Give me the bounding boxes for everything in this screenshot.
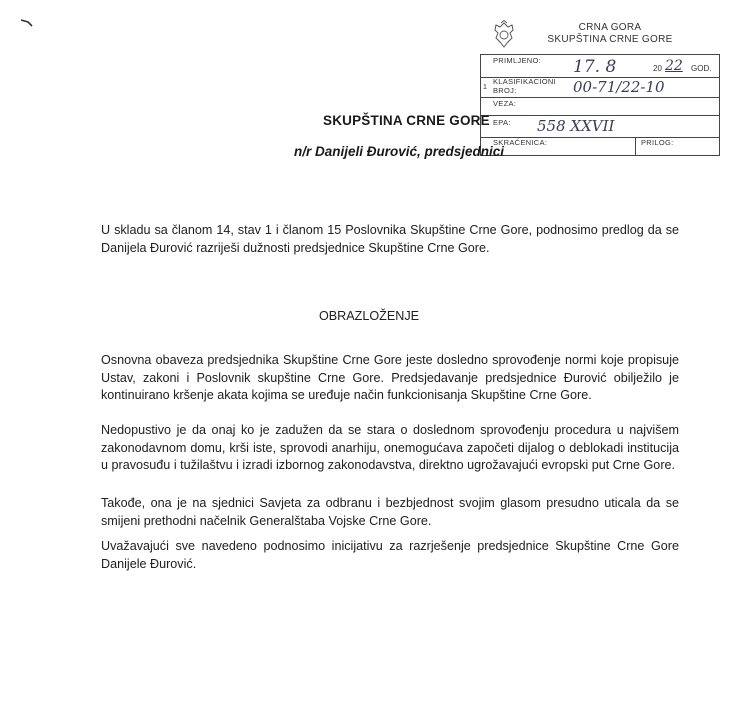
broj-label: BROJ: [493, 86, 517, 95]
stamp-row-epa [481, 115, 719, 138]
prilog-label: PRILOG: [641, 138, 674, 147]
epa-value: 558 XXVII [537, 117, 615, 135]
stamp-row-skracenica [481, 137, 719, 155]
stamp-row-primljeno [481, 55, 719, 78]
stamp-divider [635, 137, 636, 155]
addressee-recipient: n/r Danijeli Đurović, predsjednici [294, 144, 505, 159]
stamp-row-veza [481, 97, 719, 116]
primljeno-date: 17. 8 [573, 57, 617, 77]
stamp-row-klasifikacioni [481, 77, 719, 98]
intro-paragraph: U skladu sa članom 14, stav 1 i članom 15 Poslovnika Skupštine Crne Gore, podnosimo predlog da se Danijela Đurović razriješi dužnosti predsjednice Skupštine Crne Gore. [101, 223, 679, 255]
year-suffix: 22 [665, 58, 683, 74]
paragraph-3: Takođe, ona je na sjednici Savjeta za odbranu i bezbjednost svojim glasom presudno uticala da se smijeni prethodni načelnik Generalštaba Vojske Crne Gore. [101, 496, 679, 528]
veza-label: VEZA: [493, 99, 517, 108]
year-prefix: 20 [653, 64, 662, 73]
god-label: GOD. [691, 64, 712, 73]
scan-speck-mark [20, 18, 38, 28]
section-heading: OBRAZLOŽENJE [318, 309, 420, 323]
row-number: 1 [483, 84, 487, 91]
klasifikacioni-value: 00-71/22-10 [573, 78, 665, 96]
stamp-country: CRNA GORA [578, 22, 642, 33]
paragraph-4: Uvažavajući sve navedeno podnosimo inicijativu za razrješenje predsjednice Skupštine Crne Gore Danijele Đurović. [101, 539, 679, 571]
paragraph-1: Osnovna obaveza predsjednika Skupštine Crne Gore jeste dosledno sprovođenje normi koje propisuje Ustav, zakoni i Poslovnik skupštine Crne Gore. Predsjedavanje predsjednice Đurović obilježilo je kontinuirano kršenje akata kojima se uređuje način funkcionisanja Skupštine Crne Gore. [101, 353, 679, 402]
klasifikacioni-label: KLASIFIKACIONI [493, 77, 556, 86]
coat-of-arms-icon [490, 20, 518, 50]
registry-stamp [480, 54, 720, 156]
primljeno-label: PRIMLJENO: [493, 56, 542, 65]
stamp-header [520, 22, 700, 46]
skracenica-label: SKRAĆENICA: [493, 138, 548, 147]
paragraph-2: Nedopustivo je da onaj ko je zadužen da se stara o doslednom sprovođenju procedura u najvišem zakonodavnom domu, krši iste, sprovodi anarhiju, onemogućava započeti dijalog o deblokadi institucija u pravosuđu i tužilaštvu i izradi izbornog zakonodavstva, direktno ugrožavajući evropski put Crne Gore. [101, 423, 679, 472]
epa-label: EPA: [493, 118, 511, 127]
addressee-institution: SKUPŠTINA CRNE GORE [323, 113, 490, 128]
stamp-institution: SKUPŠTINA CRNE GORE [547, 34, 673, 45]
